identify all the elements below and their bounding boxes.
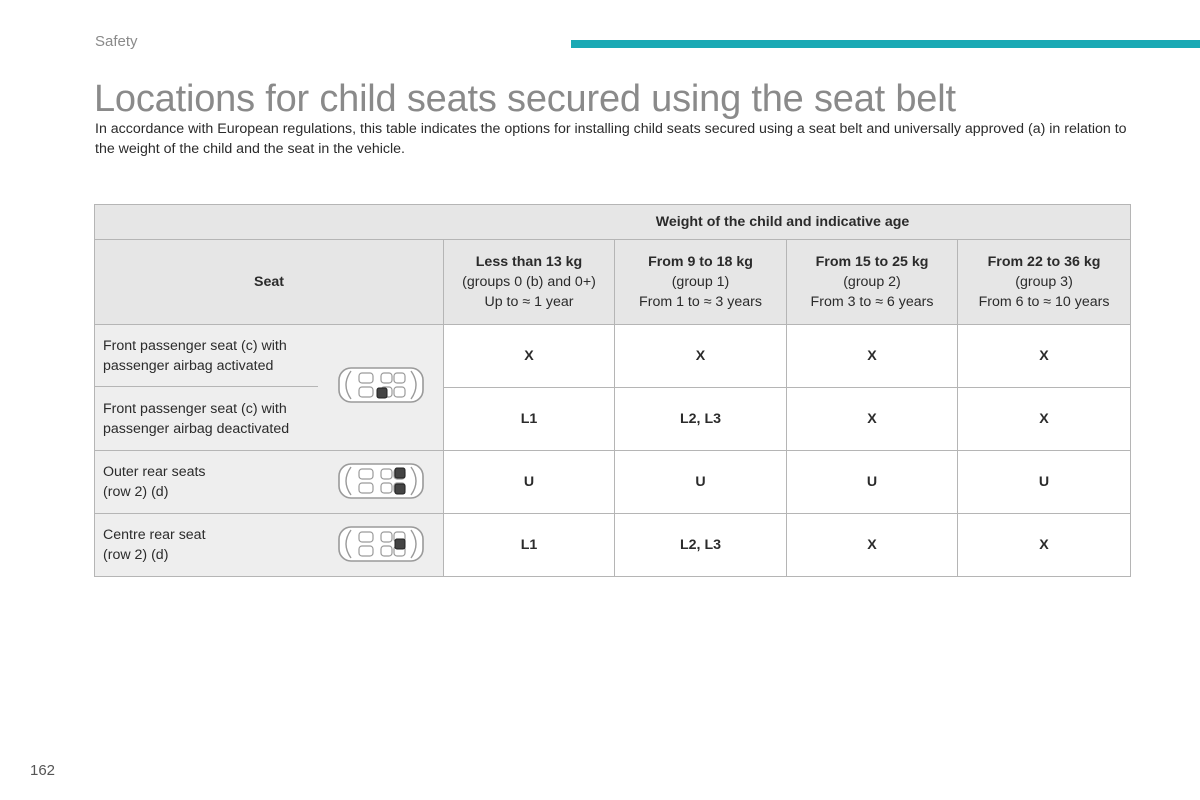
weight-column-age: From 1 to ≈ 3 years [639, 294, 762, 310]
car-centre-rear-seat-icon [337, 524, 425, 564]
section-label: Safety [95, 33, 138, 50]
table-cell: L1 [444, 388, 615, 451]
accent-bar [571, 40, 1200, 48]
weight-column-header [615, 240, 787, 325]
table-cell: U [444, 451, 615, 514]
seat-label-line: (row 2) (d) [103, 547, 169, 563]
seat-label [95, 525, 318, 565]
weight-column-title: From 22 to 36 kg [987, 254, 1101, 270]
weight-column-age: Up to ≈ 1 year [484, 294, 574, 310]
car-front-seat-icon [337, 365, 425, 405]
table-cell: X [958, 388, 1131, 451]
table-cell: X [444, 325, 615, 388]
weight-group-header [95, 205, 1131, 240]
weight-column-title: Less than 13 kg [475, 254, 583, 270]
table-cell: X [787, 325, 958, 388]
page-title: Locations for child seats secured using the seat belt [94, 78, 956, 120]
table-cell: L2, L3 [615, 388, 787, 451]
seat-label-line: Outer rear seats [103, 464, 206, 480]
child-seat-table [94, 204, 1131, 577]
table-row [95, 325, 1131, 388]
weight-column-header [787, 240, 958, 325]
seat-label-line: Front passenger seat (c) with [103, 401, 287, 417]
weight-column-header [444, 240, 615, 325]
weight-column-title: From 9 to 18 kg [648, 254, 753, 270]
table-cell: L2, L3 [615, 514, 787, 577]
table-cell: X [615, 325, 787, 388]
page-number: 162 [30, 762, 56, 779]
seat-label-line: Front passenger seat (c) with [103, 338, 287, 354]
outer-rear-seat-cell [95, 451, 444, 514]
weight-column-age: From 6 to ≈ 10 years [978, 294, 1110, 310]
intro-paragraph: In accordance with European regulations, this table indicates the options for installing child seats secured using a seat belt and universally approved (a) in relation to the weight of the child and the seat in the vehicle. [95, 121, 1127, 157]
weight-group-header-text: Weight of the child and indicative age [655, 214, 910, 230]
car-outer-rear-seats-icon [337, 461, 425, 501]
weight-column-group: (group 3) [1015, 274, 1073, 290]
table-row [95, 514, 1131, 577]
seat-label-line: passenger airbag activated [103, 358, 274, 374]
weight-column-group: (group 2) [843, 274, 901, 290]
seat-label-line: passenger airbag deactivated [103, 421, 290, 437]
seat-label-line: (row 2) (d) [103, 484, 169, 500]
centre-rear-seat-cell [95, 514, 444, 577]
weight-column-group: (groups 0 (b) and 0+) [462, 274, 596, 290]
table-cell: U [787, 451, 958, 514]
table-cell: X [787, 388, 958, 451]
weight-column-group: (group 1) [671, 274, 730, 290]
weight-column-header [958, 240, 1131, 325]
table-cell: U [958, 451, 1131, 514]
table-cell: L1 [444, 514, 615, 577]
seat-label [95, 336, 318, 376]
table-row [95, 451, 1131, 514]
seat-label [95, 462, 318, 502]
seat-label [95, 399, 318, 439]
weight-column-title: From 15 to 25 kg [815, 254, 929, 270]
table-cell: X [787, 514, 958, 577]
seat-header: Seat [95, 240, 444, 325]
row-divider [95, 386, 318, 387]
table-cell: U [615, 451, 787, 514]
front-seat-cell [95, 325, 444, 451]
table-cell: X [958, 325, 1131, 388]
table-cell: X [958, 514, 1131, 577]
seat-label-line: Centre rear seat [103, 527, 206, 543]
weight-column-age: From 3 to ≈ 6 years [810, 294, 934, 310]
